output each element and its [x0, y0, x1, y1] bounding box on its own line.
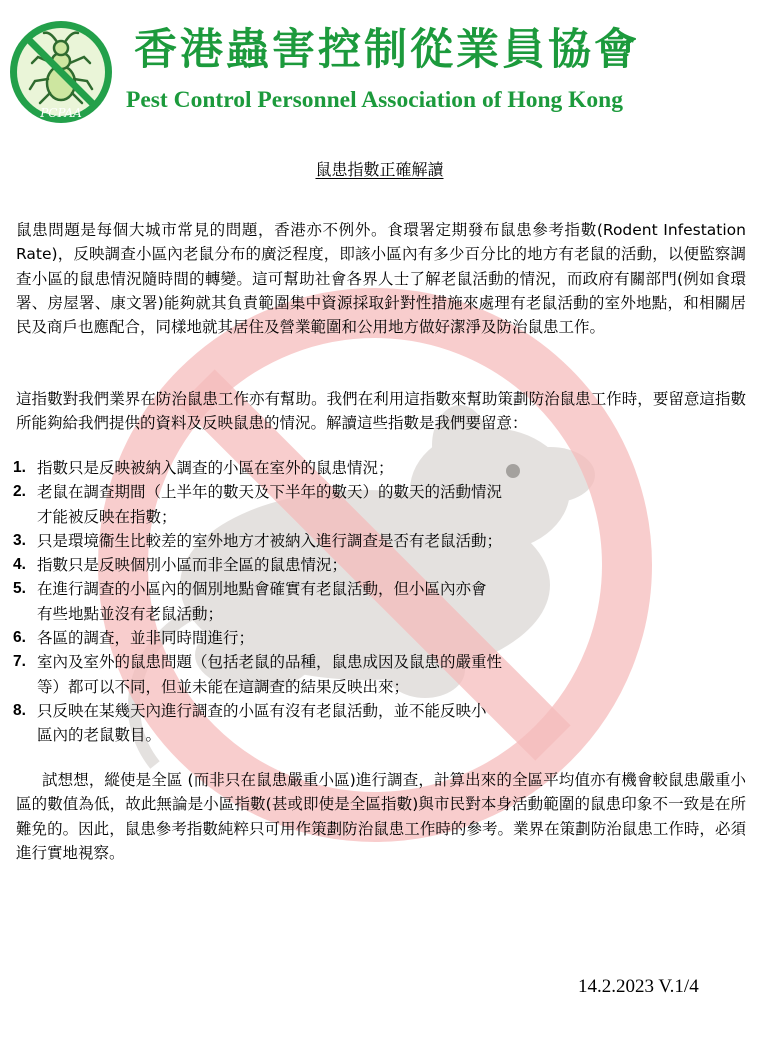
intro-paragraph: 鼠患問題是每個大城市常見的問題，香港亦不例外。食環署定期發布鼠患參考指數(Rodent Infestation Rate)，反映調查小區內老鼠分布的廣泛程度，即該小區內有多少百分比的地方有老鼠的活動，以便監察調查小區的鼠患情況隨時間的轉變。這可幫助社會各界人士了解老鼠活動的情況，而政府有關部門(例如食環署、房屋署、康文署)能夠就其負責範圍集中資源採取針對性措施來處理有老鼠活動的室外地點，和相關居民及商戶也應配合，同樣地就其居住及營業範圍和公用地方做好潔淨及防治鼠患工作。: [16, 221, 746, 337]
list-item-text: 指數只是反映個別小區而非全區的鼠患情況；: [37, 556, 348, 575]
list-item-text: 只是環境衞生比較差的室外地方才被納入進行調查是否有老鼠活動；: [37, 531, 503, 550]
list-item-text: 等）都可以不同，但並未能在這調查的結果反映出來；: [37, 677, 410, 696]
list-item-text: 指數只是反映被納入調查的小區在室外的鼠患情況；: [37, 459, 394, 477]
list-item: [13, 553, 613, 577]
list-item-text: 有些地點並沒有老鼠活動；: [37, 604, 224, 623]
list-item-text: 室內及室外的鼠患問題（包括老鼠的品種，鼠患成因及鼠患的嚴重性: [37, 653, 503, 672]
logo-text: PCPAA: [40, 106, 82, 120]
document-version: 14.2.2023 V.1/4: [578, 976, 699, 997]
list-item-number: 6.: [13, 629, 26, 647]
list-item-number: 3.: [13, 531, 26, 549]
conclusion-paragraph: 試想想，縱使是全區 (而非只在鼠患嚴重小區)進行調查，計算出來的全區平均值亦有機會較鼠患嚴重小區的數值為低，故此無論是小區指數(甚或即使是全區指數)與市民對本身活動範圍的鼠患印象不一致是在所難免的。因此，鼠患參考指數純粹只可用作策劃防治鼠患工作時的參考。業界在策劃防治鼠患工作時，必須進行實地視察。: [16, 771, 746, 862]
list-item-number: 7.: [13, 653, 26, 671]
list-item: [13, 577, 613, 626]
list-item-text: 只反映在某幾天內進行調查的小區有沒有老鼠活動，並不能反映小: [37, 701, 487, 720]
organization-name-english: Pest Control Personnel Association of Hong Kong: [126, 87, 623, 113]
list-item-text: 區內的老鼠數目。: [37, 726, 162, 745]
list-item: [13, 480, 613, 529]
list-item-text: 老鼠在調查期間（上半年的數天及下半年的數天）的數天的活動情況: [37, 483, 503, 502]
list-item-text: 在進行調查的小區內的個別地點會確實有老鼠活動，但小區內亦會: [37, 580, 487, 599]
organization-name-chinese: 香港蟲害控制從業員協會: [134, 25, 640, 75]
usage-paragraph: 這指數對我們業界在防治鼠患工作亦有幫助。我們在利用這指數來幫助策劃防治鼠患工作時，要留意這指數所能夠給我們提供的資料及反映鼠患的情況。解讀這些指數是我們要留意：: [16, 390, 746, 433]
list-item: [13, 650, 613, 699]
list-item-number: 8.: [13, 701, 26, 719]
list-item-text: 才能被反映在指數；: [37, 507, 177, 526]
pcpaa-logo-icon: [8, 19, 114, 125]
list-item: [13, 456, 613, 480]
document-title: 鼠患指數正確解讀: [315, 160, 444, 179]
list-item: [13, 529, 613, 553]
interpretation-points-list: [13, 456, 613, 748]
list-item-number: 5.: [13, 580, 26, 598]
list-item-number: 2.: [13, 483, 26, 501]
list-item: [13, 626, 613, 650]
list-item-number: 4.: [13, 556, 26, 574]
list-item-text: 各區的調查，並非同時間進行；: [37, 629, 255, 648]
list-item-number: 1.: [13, 459, 26, 476]
list-item: [13, 699, 613, 748]
